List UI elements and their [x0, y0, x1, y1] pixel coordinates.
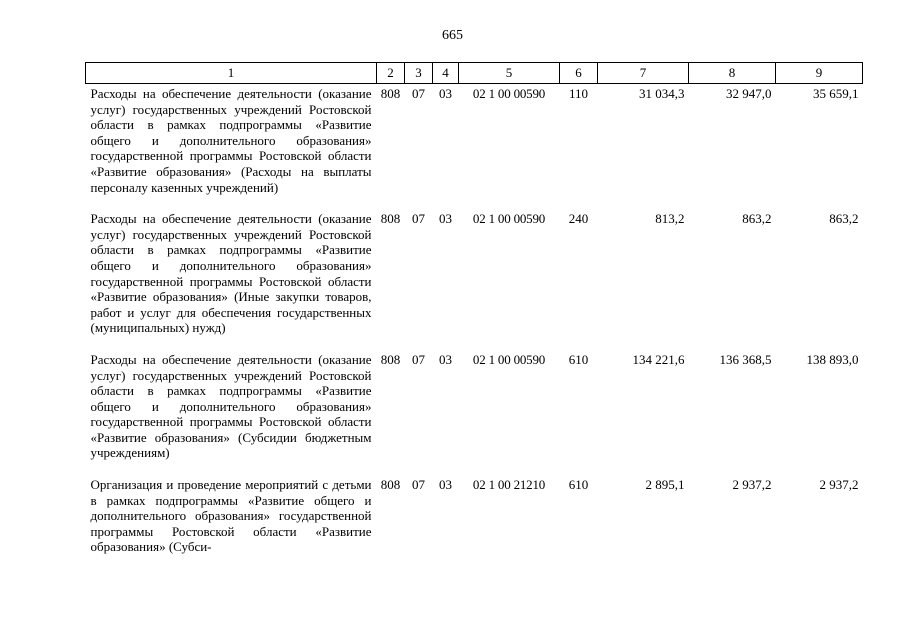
row-description: Расходы на обеспечение деятельности (оказание услуг) государственных учреждений Ростовской области в рамках подпрограммы «Развитие общего и дополнительного образования» государственной программы Ростовской области «Развитие образования» (Расходы на выплаты персоналу казенных учреждений)	[90, 86, 372, 195]
row-amount-year1: 31 034,3	[639, 86, 685, 101]
row-subsection-code: 03	[439, 211, 452, 227]
row-amount-year1: 813,2	[655, 211, 685, 227]
page-number: 665	[442, 28, 463, 43]
row-amount-year2: 136 368,5	[719, 351, 772, 367]
row-expense-type: 610	[568, 477, 589, 493]
row-section-code: 07	[412, 86, 425, 101]
row-amount-year1: 134 221,6	[632, 351, 685, 367]
header-cell: 5	[459, 63, 560, 84]
row-amount-year3: 863,2	[829, 211, 859, 227]
row-amount-year1: 2 895,1	[645, 477, 685, 493]
table-row	[86, 84, 863, 210]
row-subsection-code: 03	[439, 351, 452, 367]
row-ministry-code: 808	[380, 477, 401, 493]
table-row	[86, 475, 863, 569]
row-amount-year2: 863,2	[742, 211, 772, 227]
header-cell: 1	[86, 63, 377, 84]
row-target-article: 02 1 00 00590	[472, 86, 546, 101]
row-expense-type: 610	[568, 351, 589, 367]
row-description: Организация и проведение мероприятий с детьми в рамках подпрограммы «Развитие общего и дополнительного образования» государственной программы Ростовской области «Развитие образования» (Субси-	[90, 477, 372, 555]
header-cell: 6	[560, 63, 598, 84]
row-description: Расходы на обеспечение деятельности (оказание услуг) государственных учреждений Ростовской области в рамках подпрограммы «Развитие общего и дополнительного образования» государственной программы Ростовской области «Развитие образования» (Иные закупки товаров, работ и услуг для обеспечения государственных (муниципальных) нужд)	[90, 211, 372, 336]
row-amount-year3: 35 659,1	[813, 86, 859, 101]
row-target-article: 02 1 00 00590	[472, 351, 546, 367]
table-header-row	[86, 63, 863, 84]
row-subsection-code: 03	[439, 86, 452, 101]
budget-table	[85, 62, 863, 569]
header-cell: 8	[689, 63, 776, 84]
row-amount-year3: 2 937,2	[819, 477, 859, 493]
row-subsection-code: 03	[439, 477, 452, 493]
header-cell: 2	[377, 63, 405, 84]
row-expense-type: 240	[568, 211, 589, 227]
row-section-code: 07	[412, 351, 425, 367]
row-target-article: 02 1 00 21210	[472, 477, 546, 493]
header-cell: 4	[433, 63, 459, 84]
row-ministry-code: 808	[380, 211, 401, 227]
header-cell: 7	[598, 63, 689, 84]
table-row	[86, 350, 863, 475]
row-target-article: 02 1 00 00590	[472, 211, 546, 227]
row-amount-year3: 138 893,0	[806, 351, 859, 367]
row-amount-year2: 32 947,0	[726, 86, 772, 101]
row-amount-year2: 2 937,2	[732, 477, 772, 493]
header-cell: 9	[776, 63, 863, 84]
table-row	[86, 209, 863, 350]
row-ministry-code: 808	[380, 86, 401, 101]
header-cell: 3	[405, 63, 433, 84]
row-ministry-code: 808	[380, 351, 401, 367]
row-description: Расходы на обеспечение деятельности (оказание услуг) государственных учреждений Ростовской области в рамках подпрограммы «Развитие общего и дополнительного образования» государственной программы Ростовской области «Развитие образования» (Субсидии бюджетным учреждениям)	[90, 351, 372, 461]
row-section-code: 07	[412, 477, 425, 493]
row-expense-type: 110	[568, 86, 589, 101]
row-section-code: 07	[412, 211, 425, 227]
